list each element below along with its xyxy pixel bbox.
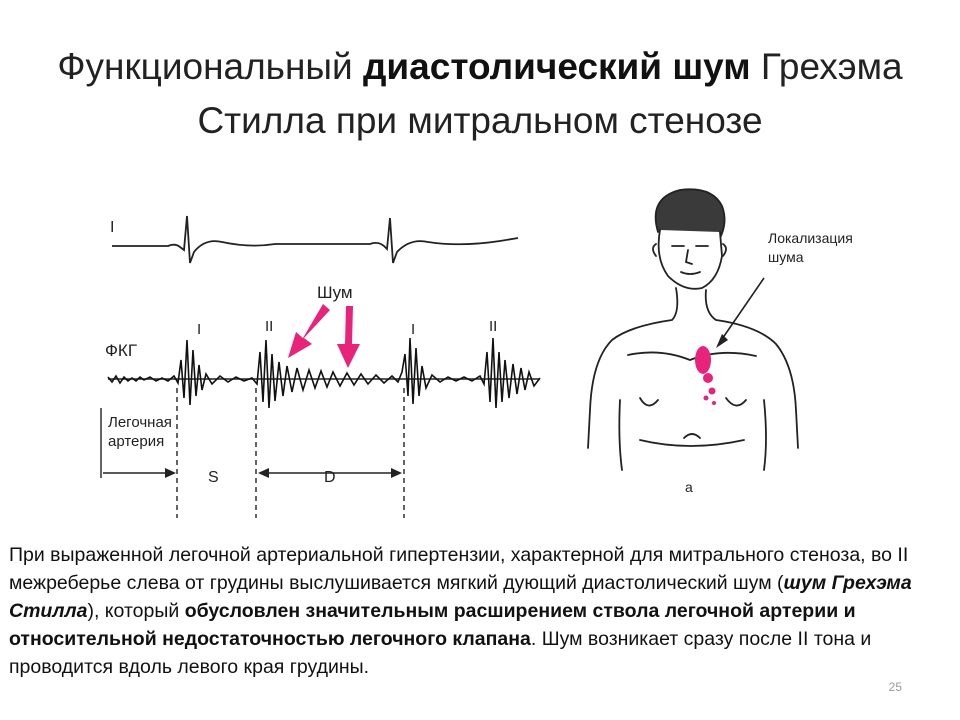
localization-arrow-icon bbox=[716, 334, 728, 348]
tone-ii-label-1: II bbox=[265, 318, 274, 335]
figure-mark: a bbox=[685, 479, 693, 495]
tone-i-label-1: I bbox=[197, 321, 202, 338]
title-bold: диастолический шум bbox=[362, 46, 751, 87]
description-syndrome-name: шум Грехэма Стилла bbox=[9, 572, 912, 622]
pcg-label: ФКГ bbox=[105, 341, 138, 360]
description-part5: . Шум возникает сразу после II тона и проводится вдоль левого края грудины. bbox=[9, 628, 872, 678]
noise-label: Шум bbox=[317, 283, 353, 302]
description-part1: При выраженной легочной артериальной гипертензии, характерной для митрального стеноза, во II межреберье слева от грудины выслушивается мягкий дующий диастолический шум ( bbox=[9, 544, 909, 594]
ecg-trace bbox=[112, 216, 518, 263]
systole-label: S bbox=[208, 469, 219, 486]
description-paragraph bbox=[9, 541, 949, 681]
ecg-label: I bbox=[110, 219, 115, 236]
title-part1: Функциональный bbox=[57, 46, 363, 87]
localization-pointer bbox=[720, 278, 764, 342]
artery-label-line1: Легочная bbox=[108, 414, 172, 431]
localization-label-line2: шума bbox=[768, 249, 804, 265]
diastole-label: D bbox=[324, 469, 336, 486]
description-cause: обусловлен значительным расширением ствола легочной артерии и относительной недостаточностью легочного клапана bbox=[9, 600, 856, 650]
patient-illustration bbox=[588, 189, 798, 470]
title-part2: Грехэма bbox=[750, 46, 903, 87]
localization-label-line1: Локализация bbox=[768, 230, 853, 246]
noise-arrow-left-icon bbox=[288, 304, 330, 358]
timing-lines bbox=[177, 388, 404, 518]
page-number: 25 bbox=[888, 680, 902, 694]
title-line2: Стилла при митральном стенозе bbox=[197, 100, 763, 141]
interval-arrows bbox=[103, 468, 402, 478]
artery-label-line2: артерия bbox=[108, 433, 165, 450]
description-part3: ), который bbox=[87, 600, 185, 622]
pcg-trace bbox=[108, 338, 540, 408]
noise-arrow-down-icon bbox=[337, 306, 360, 368]
tone-ii-label-2: II bbox=[489, 318, 498, 335]
murmur-localization-spot bbox=[695, 346, 716, 405]
tone-i-label-2: I bbox=[411, 321, 416, 338]
